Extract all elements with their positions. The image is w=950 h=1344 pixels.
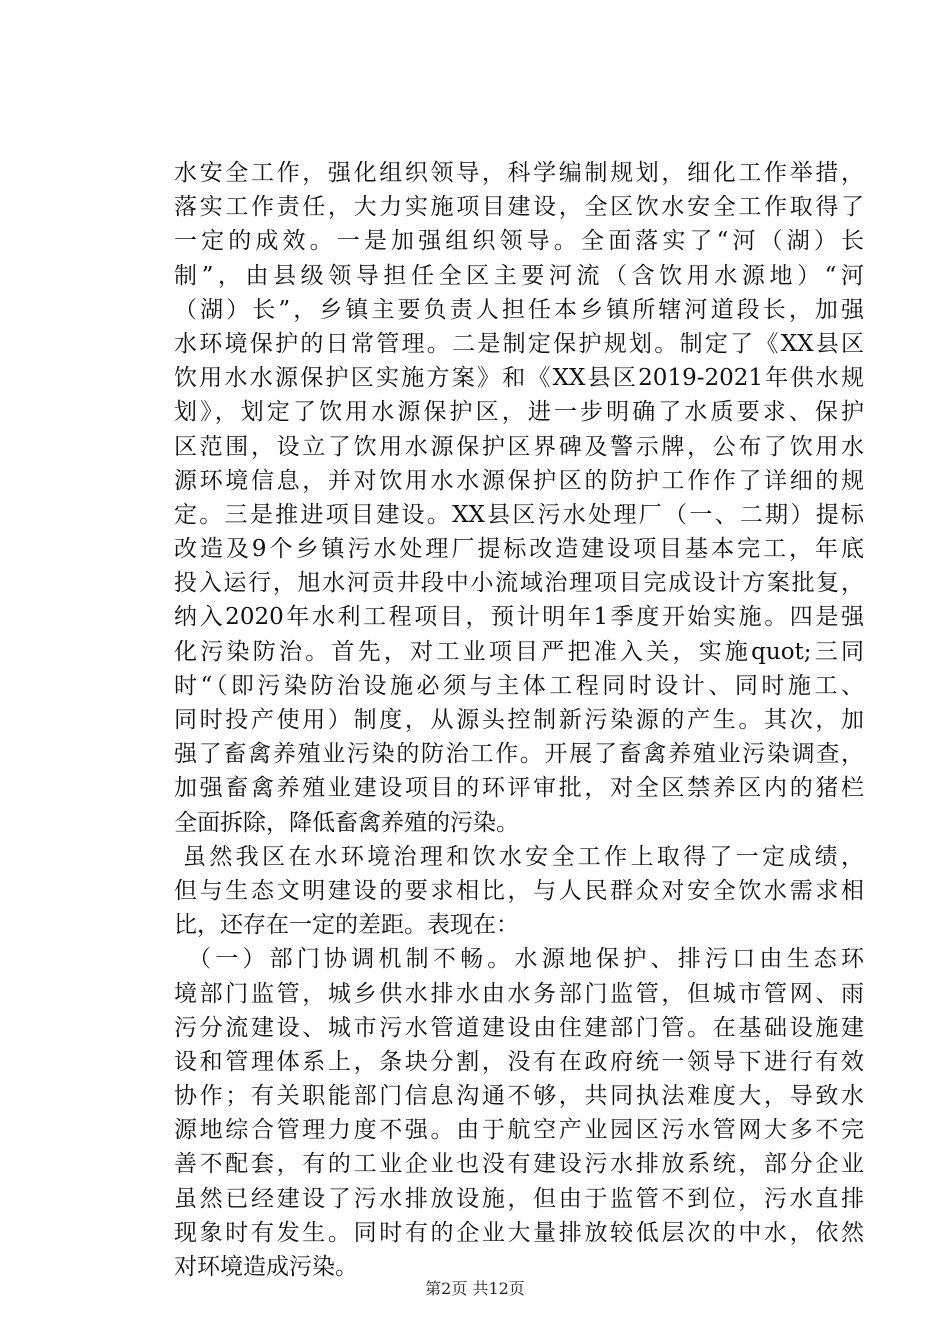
page-number: 第2页 共12页	[425, 1279, 525, 1298]
text-line: 纳入2020年水利工程项目，预计明年1季度开始实施。四是强	[174, 604, 864, 631]
text-line: 善不配套，有的工业企业也没有建设污水排放系统，部分企业	[174, 1151, 864, 1178]
text-line: 源地综合管理力度不强。由于航空产业园区污水管网大多不完	[174, 1117, 864, 1144]
text-line: 境部门监管，城乡供水排水由水务部门监管，但城市管网、雨	[174, 980, 864, 1007]
text-line: 现象时有发生。同时有的企业大量排放较低层次的中水，依然	[174, 1219, 864, 1246]
text-line: 协作；有关职能部门信息沟通不够，共同执法难度大，导致水	[174, 1083, 864, 1110]
paragraph-coordination-issue	[174, 942, 864, 1284]
text-line: 全面拆除，降低畜禽养殖的污染。	[174, 809, 519, 836]
text-line: 污分流建设、城市污水管道建设由住建部门管。在基础设施建	[174, 1014, 864, 1041]
text-line: 一定的成效。一是加强组织领导。全面落实了“河（湖）长	[174, 228, 864, 255]
text-line: （湖）长”，乡镇主要负责人担任本乡镇所辖河道段长，加强	[174, 296, 864, 323]
page-footer	[0, 1276, 950, 1299]
text-line: 设和管理体系上，条块分割，没有在政府统一领导下进行有效	[174, 1048, 864, 1075]
text-line: 制”，由县级领导担任全区主要河流（含饮用水源地）“河	[174, 262, 864, 289]
text-line: 比，还存在一定的差距。表现在：	[174, 912, 519, 939]
document-body	[174, 156, 864, 1284]
text-line: 时“（即污染防治设施必须与主体工程同时设计、同时施工、	[174, 672, 864, 699]
text-line: 落实工作责任，大力实施项目建设，全区饮水安全工作取得了	[174, 194, 864, 221]
text-line: 同时投产使用）制度，从源头控制新污染源的产生。其次，加	[174, 707, 864, 733]
paragraph-gap-summary	[174, 840, 864, 943]
text-line: 区范围，设立了饮用水源保护区界碑及警示牌，公布了饮用水	[174, 433, 864, 460]
text-line: 定。三是推进项目建设。XX县区污水处理厂（一、二期）提标	[174, 501, 864, 528]
text-line: 虽然我区在水环境治理和饮水安全工作上取得了一定成绩，	[183, 843, 864, 870]
text-line: 加强畜禽养殖业建设项目的环评审批，对全区禁养区内的猪栏	[174, 775, 864, 802]
paragraph-achievements	[174, 156, 864, 840]
text-line: （一）部门协调机制不畅。水源地保护、排污口由生态环	[188, 946, 864, 973]
text-line: 对环境造成污染。	[174, 1254, 358, 1280]
text-line: 水安全工作，强化组织领导，科学编制规划，细化工作举措，	[174, 160, 864, 186]
text-line: 投入运行，旭水河贡井段中小流域治理项目完成设计方案批复，	[174, 570, 864, 597]
text-line: 虽然已经建设了污水排放设施，但由于监管不到位，污水直排	[174, 1185, 864, 1212]
text-line: 划》，划定了饮用水源保护区，进一步明确了水质要求、保护	[174, 399, 864, 426]
text-line: 但与生态文明建设的要求相比，与人民群众对安全饮水需求相	[174, 877, 864, 904]
text-line: 源环境信息，并对饮用水水源保护区的防护工作作了详细的规	[174, 467, 864, 494]
text-line: 水环境保护的日常管理。二是制定保护规划。制定了《XX县区	[174, 330, 864, 357]
text-line: 改造及9个乡镇污水处理厂提标改造建设项目基本完工，年底	[174, 536, 864, 563]
text-line: 强了畜禽养殖业污染的防治工作。开展了畜禽养殖业污染调查，	[174, 741, 864, 768]
text-line: 化污染防治。首先，对工业项目严把准入关，实施quot;三同	[174, 638, 864, 665]
text-line: 饮用水水源保护区实施方案》和《XX县区2019-2021年供水规	[174, 365, 864, 392]
